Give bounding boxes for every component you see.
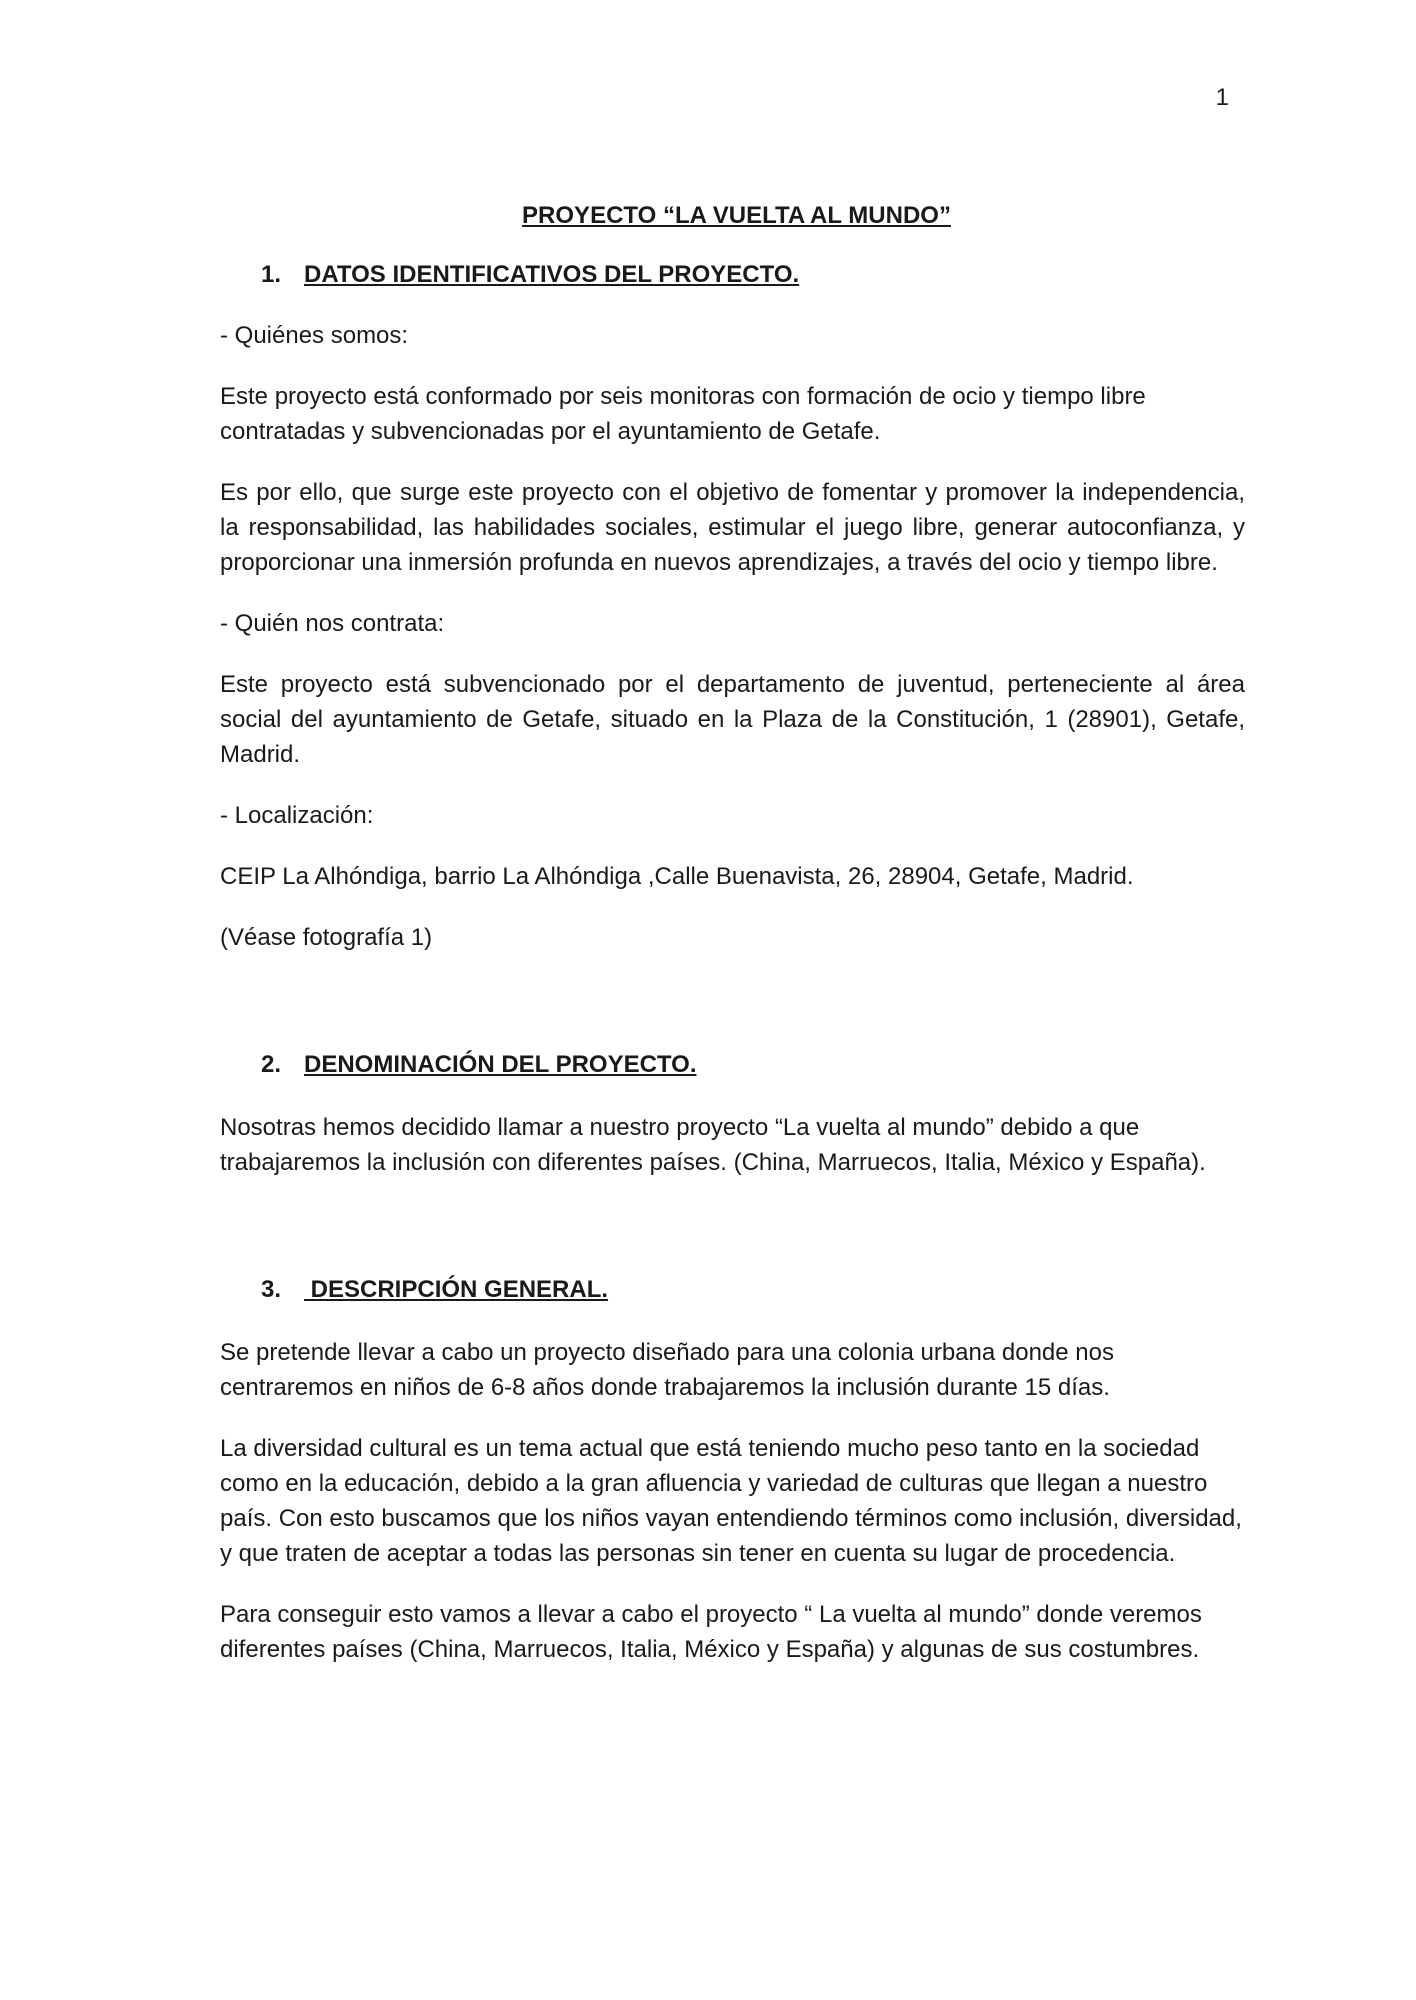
section-heading-2 (220, 1047, 1245, 1082)
label-quienes-somos: - Quiénes somos: (220, 322, 409, 349)
section-title: DENOMINACIÓN DEL PROYECTO. (304, 1051, 697, 1078)
paragraph-quienes-somos-2: Es por ello, que surge este proyecto con el objetivo de fomentar y promover la independencia, la responsabilidad, las habilidades sociales, estimular el juego libre, generar autoconfianza, y proporcionar una inmersión profunda en nuevos aprendizajes, a través del ocio y tiempo libre. (220, 479, 1245, 576)
paragraph-quienes-somos-1: Este proyecto está conformado por seis monitoras con formación de ocio y tiempo libre contratadas y subvencionadas por el ayuntamiento de Getafe. (220, 383, 1146, 445)
section-title: DATOS IDENTIFICATIVOS DEL PROYECTO. (304, 261, 800, 288)
paragraph-quien-nos-contrata: Este proyecto está subvencionado por el departamento de juventud, perteneciente al área social del ayuntamiento de Getafe, situado en la Plaza de la Constitución, 1 (28901), Getafe, Madrid. (220, 671, 1245, 768)
photo-reference: (Véase fotografía 1) (220, 924, 433, 951)
section-number: 1. (261, 261, 282, 288)
section-heading-1 (220, 257, 1245, 292)
document-title: PROYECTO “LA VUELTA AL MUNDO” (522, 202, 951, 229)
label-localizacion: - Localización: (220, 802, 374, 829)
paragraph-localizacion: CEIP La Alhóndiga, barrio La Alhóndiga ,Calle Buenavista, 26, 28904, Getafe, Madrid. (220, 863, 1134, 890)
section-heading-3 (220, 1272, 1245, 1307)
section-number: 2. (261, 1051, 282, 1078)
section-number: 3. (261, 1276, 282, 1303)
paragraph-descripcion-2: La diversidad cultural es un tema actual que está teniendo mucho peso tanto en la sociedad como en la educación, debido a la gran afluencia y variedad de culturas que llegan a nuestro país. Con esto buscamos que los niños vayan entendiendo términos como inclusión, diversidad, y que traten de aceptar a todas las personas sin tener en cuenta su lugar de procedencia. (220, 1435, 1242, 1567)
paragraph-descripcion-1: Se pretende llevar a cabo un proyecto diseñado para una colonia urbana donde nos centraremos en niños de 6-8 años donde trabajaremos la inclusión durante 15 días. (220, 1339, 1114, 1401)
paragraph-denominacion: Nosotras hemos decidido llamar a nuestro proyecto “La vuelta al mundo” debido a que trabajaremos la inclusión con diferentes países. (China, Marruecos, Italia, México y España). (220, 1114, 1206, 1176)
paragraph-descripcion-3: Para conseguir esto vamos a llevar a cabo el proyecto “ La vuelta al mundo” donde veremos diferentes países (China, Marruecos, Italia, México y España) y algunas de sus costumbres. (220, 1601, 1202, 1663)
section-title: DESCRIPCIÓN GENERAL. (304, 1276, 609, 1303)
label-quien-nos-contrata: - Quién nos contrata: (220, 610, 445, 637)
document-body (220, 198, 1245, 1667)
page-number: 1 (1215, 84, 1229, 111)
